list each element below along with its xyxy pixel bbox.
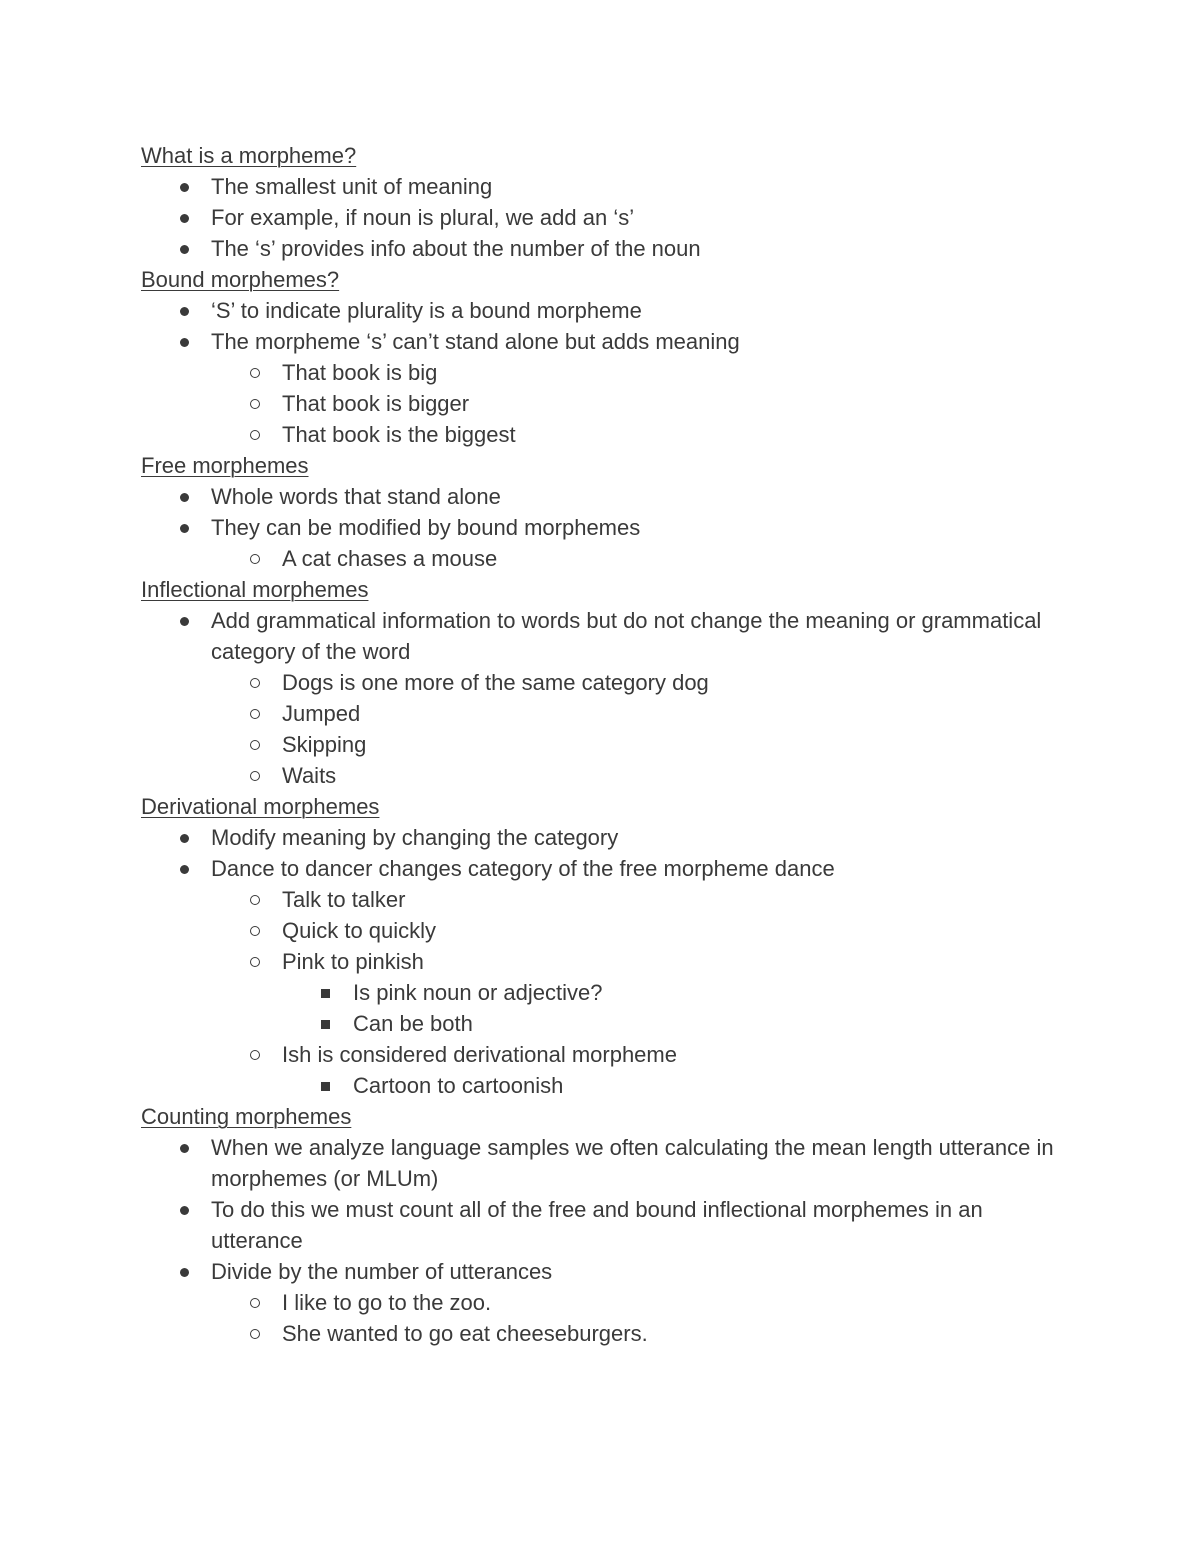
list-item — [141, 667, 1061, 698]
list-item-text: Can be both — [353, 1011, 473, 1036]
list-item — [141, 543, 1061, 574]
bullet-list — [141, 481, 1061, 574]
filled-circle-bullet-icon — [180, 1268, 189, 1277]
filled-circle-bullet-icon — [180, 183, 189, 192]
list-item-text: Ish is considered derivational morpheme — [282, 1042, 677, 1067]
list-item-text: The ‘s’ provides info about the number of the noun — [211, 236, 701, 261]
list-item-text: That book is the biggest — [282, 422, 516, 447]
list-item — [141, 698, 1061, 729]
filled-circle-bullet-icon — [180, 865, 189, 874]
list-item-text: Pink to pinkish — [282, 949, 424, 974]
hollow-circle-bullet-icon — [250, 430, 260, 440]
hollow-circle-bullet-icon — [250, 399, 260, 409]
list-item-text: A cat chases a mouse — [282, 546, 498, 571]
list-item — [141, 977, 1061, 1008]
filled-circle-bullet-icon — [180, 307, 189, 316]
list-item — [141, 512, 1061, 543]
section — [141, 791, 1061, 1101]
section-heading: Bound morphemes? — [141, 267, 340, 292]
list-item-text: For example, if noun is plural, we add an ‘s’ — [211, 205, 635, 230]
bullet-list — [141, 1132, 1061, 1349]
list-item — [141, 1070, 1061, 1101]
list-item-text: That book is big — [282, 360, 438, 385]
section — [141, 450, 1061, 574]
filled-circle-bullet-icon — [180, 1144, 189, 1153]
section-heading: Derivational morphemes — [141, 794, 380, 819]
list-item — [141, 357, 1061, 388]
list-item — [141, 915, 1061, 946]
list-item — [141, 946, 1061, 977]
filled-circle-bullet-icon — [180, 493, 189, 502]
list-item-text: Is pink noun or adjective? — [353, 980, 603, 1005]
list-item-text: Dance to dancer changes category of the free morpheme dance — [211, 856, 835, 881]
filled-circle-bullet-icon — [180, 338, 189, 347]
filled-circle-bullet-icon — [180, 214, 189, 223]
bullet-list — [141, 605, 1061, 791]
section — [141, 1101, 1061, 1349]
list-item-text: Divide by the number of utterances — [211, 1259, 553, 1284]
list-item — [141, 326, 1061, 357]
square-bullet-icon — [321, 1082, 330, 1091]
list-item-text: That book is bigger — [282, 391, 470, 416]
list-item — [141, 419, 1061, 450]
list-item — [141, 853, 1061, 884]
list-item-text: Jumped — [282, 701, 361, 726]
list-item-text: Talk to talker — [282, 887, 406, 912]
section-heading: Free morphemes — [141, 453, 309, 478]
hollow-circle-bullet-icon — [250, 926, 260, 936]
list-item-text: Waits — [282, 763, 337, 788]
list-item — [141, 1287, 1061, 1318]
list-item — [141, 202, 1061, 233]
list-item — [141, 1008, 1061, 1039]
list-item — [141, 729, 1061, 760]
list-item-text: Skipping — [282, 732, 367, 757]
list-item-text: Dogs is one more of the same category dog — [282, 670, 709, 695]
list-item — [141, 884, 1061, 915]
list-item-text: To do this we must count all of the free and bound inflectional morphemes in an utterance — [211, 1197, 983, 1253]
list-item — [141, 1318, 1061, 1349]
list-item — [141, 1132, 1061, 1194]
list-item — [141, 295, 1061, 326]
section-heading: Counting morphemes — [141, 1104, 352, 1129]
hollow-circle-bullet-icon — [250, 709, 260, 719]
list-item-text: The smallest unit of meaning — [211, 174, 493, 199]
hollow-circle-bullet-icon — [250, 740, 260, 750]
filled-circle-bullet-icon — [180, 1206, 189, 1215]
hollow-circle-bullet-icon — [250, 368, 260, 378]
section — [141, 574, 1061, 791]
bullet-list — [141, 822, 1061, 1101]
list-item-text: I like to go to the zoo. — [282, 1290, 492, 1315]
section — [141, 140, 1061, 264]
list-item-text: Whole words that stand alone — [211, 484, 501, 509]
list-item — [141, 481, 1061, 512]
hollow-circle-bullet-icon — [250, 1050, 260, 1060]
filled-circle-bullet-icon — [180, 617, 189, 626]
section — [141, 264, 1061, 450]
list-item — [141, 605, 1061, 667]
list-item-text: The morpheme ‘s’ can’t stand alone but adds meaning — [211, 329, 740, 354]
list-item-text: Modify meaning by changing the category — [211, 825, 619, 850]
list-item — [141, 1256, 1061, 1287]
list-item-text: She wanted to go eat cheeseburgers. — [282, 1321, 648, 1346]
list-item-text: Add grammatical information to words but do not change the meaning or grammatical category of the word — [211, 608, 1042, 664]
list-item-text: When we analyze language samples we often calculating the mean length utterance in morphemes (or MLUm) — [211, 1135, 1054, 1191]
hollow-circle-bullet-icon — [250, 1298, 260, 1308]
filled-circle-bullet-icon — [180, 245, 189, 254]
bullet-list — [141, 171, 1061, 264]
list-item — [141, 233, 1061, 264]
document-body — [141, 140, 1061, 1349]
section-heading: What is a morpheme? — [141, 143, 357, 168]
hollow-circle-bullet-icon — [250, 895, 260, 905]
list-item-text: They can be modified by bound morphemes — [211, 515, 641, 540]
list-item — [141, 822, 1061, 853]
hollow-circle-bullet-icon — [250, 1329, 260, 1339]
hollow-circle-bullet-icon — [250, 554, 260, 564]
bullet-list — [141, 295, 1061, 450]
square-bullet-icon — [321, 989, 330, 998]
filled-circle-bullet-icon — [180, 834, 189, 843]
list-item-text: Quick to quickly — [282, 918, 437, 943]
section-heading: Inflectional morphemes — [141, 577, 369, 602]
list-item — [141, 171, 1061, 202]
square-bullet-icon — [321, 1020, 330, 1029]
list-item — [141, 1039, 1061, 1070]
hollow-circle-bullet-icon — [250, 678, 260, 688]
list-item — [141, 760, 1061, 791]
hollow-circle-bullet-icon — [250, 771, 260, 781]
list-item-text: Cartoon to cartoonish — [353, 1073, 564, 1098]
list-item — [141, 1194, 1061, 1256]
list-item — [141, 388, 1061, 419]
hollow-circle-bullet-icon — [250, 957, 260, 967]
list-item-text: ‘S’ to indicate plurality is a bound morpheme — [211, 298, 642, 323]
filled-circle-bullet-icon — [180, 524, 189, 533]
